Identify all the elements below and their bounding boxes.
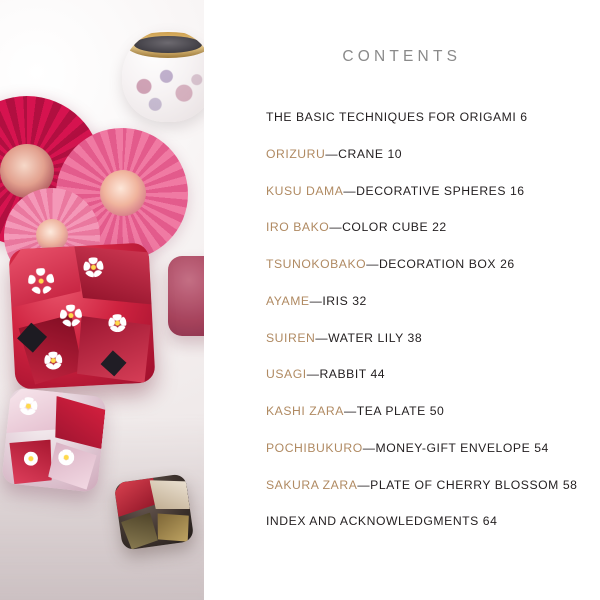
toc-entry-japanese: KASHI ZARA: [266, 404, 344, 418]
toc-entry-dash: —: [325, 146, 339, 161]
toc-entry[interactable]: [266, 441, 577, 456]
toc-entry[interactable]: [266, 367, 577, 382]
toc-entry[interactable]: [266, 294, 577, 309]
cover-photograph: [0, 0, 204, 600]
toc-entry-japanese: USAGI: [266, 367, 307, 382]
toc-entry-page: 32: [352, 293, 367, 308]
kusudama-ball-pink: [1, 387, 107, 493]
toc-entry-title: DECORATIVE SPHERES: [356, 183, 507, 198]
contents-panel: [204, 0, 600, 600]
ball-facet: [6, 387, 63, 438]
kusudama-ball-dark: [114, 473, 195, 550]
toc-entry-page: 44: [370, 367, 386, 382]
toc-entry-dash: —: [343, 183, 357, 198]
kusudama-ball-red: [8, 242, 155, 389]
toc-entry-title: INDEX AND ACKNOWLEDGMENTS: [266, 514, 479, 529]
ball-facet: [47, 442, 97, 491]
toc-entry-title: DECORATION BOX: [378, 257, 497, 271]
toc-entry-japanese: SUIREN: [266, 330, 316, 345]
toc-entry-japanese: ORIZURU: [266, 146, 326, 161]
toc-entry-page: 64: [482, 514, 498, 529]
ball-facet: [74, 242, 151, 308]
toc-entry-title: TEA PLATE: [356, 404, 426, 418]
toc-entry-page: 54: [534, 440, 549, 455]
blossom-motif: [59, 304, 82, 327]
toc-entry-japanese: TSUNOKOBAKO: [266, 257, 367, 271]
toc-entry-title: COLOR CUBE: [342, 220, 429, 235]
toc-entry-japanese: AYAME: [266, 293, 310, 308]
toc-entry-title: RABBIT: [319, 367, 367, 382]
toc-entry-title: MONEY-GIFT ENVELOPE: [375, 440, 531, 455]
toc-entry-page: 6: [520, 110, 528, 124]
ball-facet: [120, 512, 158, 550]
toc-entry[interactable]: [266, 514, 577, 529]
toc-entry[interactable]: [266, 147, 577, 162]
toc-entry-japanese: IRO BAKO: [266, 220, 330, 235]
toc-entry-title: CRANE: [338, 146, 384, 161]
toc-entry-japanese: POCHIBUKURO: [266, 440, 363, 455]
toc-entry-japanese: KUSU DAMA: [266, 183, 344, 198]
ball-facet: [52, 396, 107, 449]
toc-entry-dash: —: [362, 440, 376, 455]
ceramic-cup: [122, 30, 204, 122]
page-title: CONTENTS: [342, 48, 462, 65]
toc-entry-page: 16: [509, 183, 525, 198]
toc-entry-title: PLATE OF CHERRY BLOSSOM: [370, 477, 559, 492]
toc-entry-page: 22: [432, 220, 447, 235]
toc-entry-page: 50: [429, 404, 445, 418]
cup-interior: [134, 36, 202, 53]
flower-center: [100, 170, 146, 216]
toc-entry[interactable]: [266, 110, 577, 125]
toc-entry[interactable]: [266, 220, 577, 235]
ball-facet: [150, 475, 190, 514]
table-of-contents: [266, 110, 577, 530]
toc-entry[interactable]: [266, 478, 577, 493]
toc-entry-page: 58: [562, 477, 578, 492]
toc-entry-title: WATER LILY: [328, 330, 404, 345]
toc-entry-japanese: SAKURA ZARA: [266, 477, 358, 492]
toc-entry[interactable]: [266, 257, 577, 272]
toc-entry-page: 26: [500, 257, 515, 271]
cup-floral-pattern: [128, 64, 204, 120]
ball-facet: [154, 509, 192, 545]
toc-entry-title: THE BASIC TECHNIQUES FOR ORIGAMI: [266, 110, 517, 124]
toc-entry-dash: —: [329, 220, 343, 235]
toc-entry-dash: —: [366, 257, 379, 271]
toc-entry-dash: —: [309, 293, 323, 308]
toc-entry[interactable]: [266, 331, 577, 346]
toc-entry-title: IRIS: [322, 293, 349, 308]
toc-entry-page: 38: [407, 330, 423, 345]
kusudama-ball-background: [168, 256, 204, 336]
toc-entry-dash: —: [306, 367, 320, 382]
toc-entry-dash: —: [343, 404, 357, 418]
toc-entry-page: 10: [387, 146, 403, 161]
toc-entry-dash: —: [315, 330, 329, 345]
toc-entry[interactable]: [266, 184, 577, 199]
toc-entry-dash: —: [357, 477, 371, 492]
toc-entry[interactable]: [266, 404, 577, 419]
